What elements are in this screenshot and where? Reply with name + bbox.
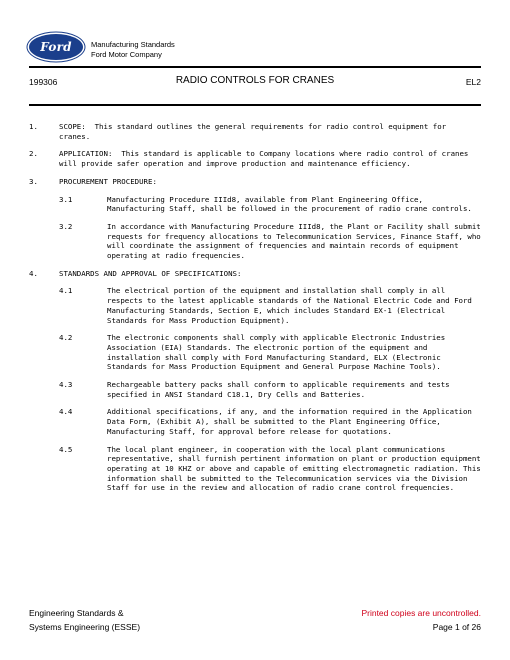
section-heading: APPLICATION:	[59, 149, 113, 159]
subsection-number: 4.5	[59, 444, 73, 454]
subsection-3-2	[59, 222, 481, 261]
org-block	[91, 40, 175, 60]
section-number: 4.	[29, 268, 38, 278]
org-line-1: Manufacturing Standards	[91, 40, 175, 49]
logo-text: Ford	[40, 40, 72, 54]
subsection-number: 4.4	[59, 407, 73, 417]
subsection-text: In accordance with Manufacturing Procedure IIId8, the Plant or Facility shall submit requests for frequency allocations to Telecommunication Services, Finance Staff, who will coordinate the assignment of frequencies and maintain records of equipment operating at radio frequencies.	[107, 221, 481, 261]
section-standards	[29, 269, 481, 279]
footer-org-line-1: Engineering Standards &	[29, 608, 124, 618]
footer-org-line-2: Systems Engineering (ESSE)	[29, 622, 141, 632]
subsection-text: The local plant engineer, in cooperation with the local plant communications representative, shall furnish pertinent information on plant or production equipment operating at 10 KHZ or above and capable of emitting electromagnetic radiation. This information shall be submitted to the Telecommunication services via the Division Staff for use in the review and allocation of radio crane control frequencies.	[107, 444, 481, 493]
footer-right	[361, 606, 481, 634]
subsection-3-1	[59, 195, 481, 214]
section-application	[29, 149, 481, 168]
subsection-4-4	[59, 407, 481, 436]
section-heading: PROCUREMENT PROCEDURE:	[59, 176, 157, 186]
subsection-4-2	[59, 333, 481, 372]
section-number: 2.	[29, 149, 38, 159]
subsection-4-3	[59, 380, 481, 399]
subsection-text: The electronic components shall comply with applicable Electronic Industries Association (EIA) Standards. The electronic portion of the equipment and installation shall comply with Ford Manufacturing Standard, ELX (Electronic Standards for Mass Production Equipment and General Purpose Machine Tools).	[107, 333, 446, 372]
doc-number: 199306	[29, 77, 58, 87]
subsection-number: 4.2	[59, 333, 73, 343]
section-number: 1.	[29, 122, 38, 131]
subsection-4-5	[59, 445, 481, 494]
uncontrolled-notice: Printed copies are uncontrolled.	[361, 608, 481, 618]
section-scope	[29, 122, 481, 141]
header-top-rule	[29, 66, 481, 68]
subsection-text: Rechargeable battery packs shall conform to applicable requirements and tests specified in ANSI Standard C18.1, Dry Cells and Batteries.	[107, 380, 450, 399]
org-line-2: Ford Motor Company	[91, 50, 162, 59]
subsection-4-1	[59, 286, 481, 325]
section-heading: STANDARDS AND APPROVAL OF SPECIFICATIONS:	[59, 268, 242, 278]
subsection-text: Additional specifications, if any, and the information required in the Application Data Form, (Exhibit A), shall be submitted to the Plant Engineering Office, Manufacturing Staff, for approval before release for quotations.	[107, 407, 472, 436]
footer-left	[29, 606, 140, 634]
section-text: This standard is applicable to Company locations where radio control of cranes will provide safer operation and improve production and maintenance efficiency.	[59, 149, 469, 169]
subsection-text: The electrical portion of the equipment and installation shall comply in all respects to the latest applicable standards of the National Electric Code and Ford Manufacturing Standards, Section E, which includes Standard EX-1 (Electrical Standards for Mass Production Equipment).	[107, 286, 472, 325]
header-bottom-rule	[29, 104, 481, 106]
subsection-number: 3.2	[59, 221, 73, 231]
subsection-number: 4.1	[59, 286, 73, 296]
section-procurement	[29, 177, 481, 187]
page-number: Page 1 of 26	[432, 622, 481, 632]
doc-code: EL2	[465, 77, 481, 87]
subsection-number: 4.3	[59, 380, 73, 390]
section-heading: SCOPE:	[59, 122, 86, 131]
subsection-number: 3.1	[59, 194, 73, 204]
document-title: RADIO CONTROLS FOR CRANES	[175, 75, 335, 86]
ford-logo	[29, 34, 83, 60]
document-body	[29, 122, 481, 501]
section-number: 3.	[29, 176, 38, 186]
subsection-text: Manufacturing Procedure IIId8, available from Plant Engineering Office, Manufacturing Staff, shall be followed in the procurement of radio crane controls.	[107, 194, 472, 214]
section-text: This standard outlines the general requirements for radio control equipment for cranes.	[59, 122, 447, 141]
